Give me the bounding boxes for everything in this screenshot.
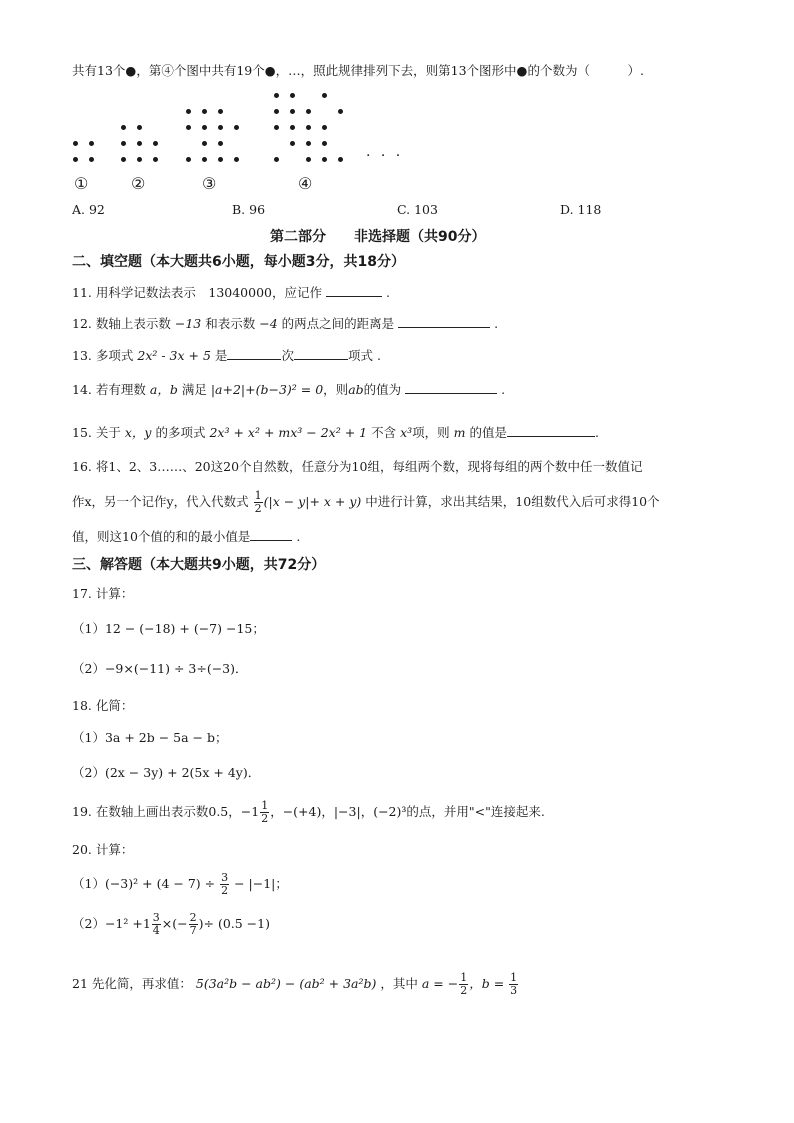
question-text: ，则 [323, 382, 349, 397]
question-text: 的两点之间的距离是 [281, 316, 395, 331]
dot [137, 125, 142, 130]
dot [202, 157, 207, 162]
dot [73, 157, 78, 162]
math-value: −4 [259, 316, 278, 331]
math-term: x³ [400, 425, 413, 440]
fraction-denominator: 3 [510, 984, 518, 997]
dot [186, 109, 191, 114]
figure-label-3: ③ [202, 174, 217, 193]
fraction-denominator: 2 [221, 884, 229, 897]
math-expression: （1）(−3)² + (4 − 7) ÷ [72, 876, 216, 891]
choice-d: D. 118 [560, 202, 602, 217]
dot [153, 141, 158, 146]
dot [338, 109, 343, 114]
period: . [296, 529, 301, 544]
question-number: 14. [72, 382, 92, 397]
question-16-line-1 [72, 458, 642, 476]
answer-blank[interactable] [507, 423, 595, 437]
question-number: 19. [72, 804, 92, 819]
question-15 [72, 423, 599, 442]
answer-blank[interactable] [326, 283, 382, 297]
question-text: 计算： [95, 586, 134, 601]
question-text: 计算： [95, 842, 134, 857]
math-expression: ，b = [469, 976, 505, 991]
dot [121, 125, 126, 130]
dot [322, 157, 327, 162]
dot [274, 93, 279, 98]
question-16-line-3 [72, 527, 300, 546]
answer-blank[interactable] [398, 314, 490, 328]
dot [89, 141, 94, 146]
dot [290, 93, 295, 98]
question-20 [72, 841, 133, 859]
fraction-denominator: 2 [254, 502, 262, 515]
question-text: 的值是 [469, 425, 508, 440]
fraction-numerator: 1 [510, 971, 518, 984]
question-19 [72, 800, 545, 825]
dot [202, 141, 207, 146]
question-text: 数轴上表示数 [95, 316, 171, 331]
math-variables: x，y [124, 425, 152, 440]
period: . [376, 348, 381, 363]
question-text: 次 [281, 348, 294, 363]
fraction-numerator: 1 [254, 489, 262, 502]
math-expression: |a+2|+(b−3)² = 0 [210, 382, 324, 397]
math-expression: a = − [421, 976, 459, 991]
math-expression: 5(3a²b − ab²) − (ab² + 3a²b) [195, 976, 377, 991]
question-number: 21 [72, 976, 88, 991]
question-18 [72, 697, 133, 715]
question-text: 将1、2、3……、20这20个自然数，任意分为10组，每组两个数，现将每组的两个数中任一数值记 [95, 459, 643, 474]
question-20-part-2 [72, 912, 270, 937]
question-13 [72, 346, 381, 365]
question-16-line-2 [72, 490, 660, 515]
question-text: 中进行计算，求出其结果，10组数代入后可求得10个 [365, 494, 660, 509]
question-text: ，−(+4)，|−3|，(−2)³的点，并用"<"连接起来. [270, 804, 545, 819]
dot [73, 141, 78, 146]
figure-label-4: ④ [298, 174, 313, 193]
dot [186, 125, 191, 130]
fraction-denominator: 4 [152, 924, 160, 937]
fraction-numerator: 1 [261, 799, 269, 812]
dot [290, 109, 295, 114]
period: . [494, 316, 499, 331]
answer-blank-terms[interactable] [294, 346, 348, 360]
math-expression: (|x − y|+ x + y) [263, 494, 362, 509]
question-number: 12. [72, 316, 92, 331]
math-variable: ab [348, 382, 364, 397]
question-number: 15. [72, 425, 92, 440]
dot [274, 125, 279, 130]
figure-ellipsis: · · · [366, 148, 404, 164]
fraction-two-sevenths [189, 912, 198, 937]
math-expression: ×(− [161, 916, 188, 931]
dot [306, 125, 311, 130]
question-text: 若有理数 [95, 382, 146, 397]
question-20-part-1 [72, 872, 288, 897]
question-number: 16. [72, 459, 92, 474]
dot [322, 93, 327, 98]
fraction-three-halves [220, 872, 229, 897]
answer-blank[interactable] [250, 527, 292, 541]
section-three-title: 三、解答题（本大题共9小题，共72分） [72, 557, 326, 573]
dot [186, 157, 191, 162]
question-text: 的多项式 [155, 425, 206, 440]
dot [338, 157, 343, 162]
math-expression: （2）−1² +1 [72, 916, 151, 931]
question-number: 11. [72, 285, 92, 300]
dot [234, 125, 239, 130]
question-number: 18. [72, 698, 92, 713]
period: . [385, 285, 390, 300]
dot [202, 125, 207, 130]
choice-c: C. 103 [397, 202, 438, 217]
dot [234, 157, 239, 162]
question-number: 17. [72, 586, 92, 601]
question-12 [72, 314, 498, 333]
question-text: 和表示数 [205, 316, 256, 331]
answer-blank[interactable] [405, 380, 497, 394]
question-text: 用科学记数法表示 13040000，应记作 [95, 285, 322, 300]
fraction-one-half [260, 800, 269, 825]
dot [121, 141, 126, 146]
fraction-one-half [459, 972, 468, 997]
question-17 [72, 585, 133, 603]
dot [322, 141, 327, 146]
question-18-part-2: （2）(2x − 3y) + 2(5x + 4y)． [72, 765, 261, 780]
question-text: 作x，另一个记作y，代入代数式 [72, 494, 249, 509]
question-text: 项式 [347, 348, 373, 363]
dot [137, 157, 142, 162]
question-text: 项，则 [412, 425, 450, 440]
choice-a: A. 92 [72, 202, 105, 217]
math-expression: − |−1|； [234, 876, 288, 891]
question-text: 先化简，再求值： [91, 976, 192, 991]
dot [218, 141, 223, 146]
math-expression: 2x² - 3x + 5 [137, 348, 211, 363]
question-text: 是 [214, 348, 228, 363]
question-text: 在数轴上画出表示数0.5，−1 [95, 804, 260, 819]
question-number: 13. [72, 348, 92, 363]
question-21 [72, 972, 519, 997]
question-text: 不含 [371, 425, 397, 440]
dot [274, 157, 279, 162]
figure-label-1: ① [74, 174, 89, 193]
fraction-one-third [509, 972, 518, 997]
fraction-denominator: 7 [189, 924, 197, 937]
question-number: 20. [72, 842, 92, 857]
choice-b: B. 96 [232, 202, 266, 217]
dot [121, 157, 126, 162]
dot [306, 141, 311, 146]
fraction-one-half [254, 490, 263, 515]
question-text: 满足 [181, 382, 207, 397]
dot [153, 157, 158, 162]
question-text: 多项式 [95, 348, 134, 363]
dot [290, 141, 295, 146]
dot [218, 157, 223, 162]
fraction-numerator: 1 [460, 971, 468, 984]
question-text: 的值为 [363, 382, 402, 397]
fraction-numerator: 3 [221, 871, 229, 884]
fraction-numerator: 2 [189, 911, 197, 924]
fraction-denominator: 2 [460, 984, 468, 997]
question-11 [72, 283, 390, 302]
math-variables: a，b [149, 382, 178, 397]
fraction-denominator: 2 [261, 812, 269, 825]
figure-label-2: ② [131, 174, 146, 193]
question-17-part-2: （2）−9×(−11) ÷ 3÷(−3)． [72, 661, 248, 676]
question-17-part-1: （1）12 − (−18) + (−7) −15； [72, 621, 265, 636]
fraction-three-quarters [152, 912, 161, 937]
period: . [501, 382, 506, 397]
math-expression: )÷ (0.5 −1) [198, 916, 270, 931]
question-14 [72, 380, 505, 399]
dot [306, 109, 311, 114]
dot [202, 109, 207, 114]
dot [89, 157, 94, 162]
question-text: 关于 [95, 425, 121, 440]
math-expression: 2x³ + x² + mx³ − 2x² + 1 [209, 425, 368, 440]
question-10-continuation: 共有13个●，第④个图中共有19个●，…，照此规律排列下去，则第13个图形中●的个数为（ ）. [72, 63, 644, 78]
math-variable: m [453, 425, 466, 440]
question-18-part-1: （1）3a + 2b − 5a − b； [72, 730, 228, 745]
question-text: 化简： [95, 698, 134, 713]
dot [137, 141, 142, 146]
dot [218, 125, 223, 130]
fraction-numerator: 3 [152, 911, 160, 924]
question-text: 值，则这10个值的和的最小值是 [72, 529, 251, 544]
part-two-title: 第二部分 非选择题（共90分） [270, 229, 486, 245]
dot [290, 125, 295, 130]
question-text: ，其中 [380, 976, 418, 991]
dot [218, 109, 223, 114]
answer-blank-degree[interactable] [227, 346, 281, 360]
period: . [595, 425, 600, 440]
dot [322, 125, 327, 130]
section-two-title: 二、填空题（本大题共6小题，每小题3分，共18分） [72, 254, 405, 270]
math-value: −13 [174, 316, 202, 331]
dot [306, 157, 311, 162]
dot [274, 109, 279, 114]
